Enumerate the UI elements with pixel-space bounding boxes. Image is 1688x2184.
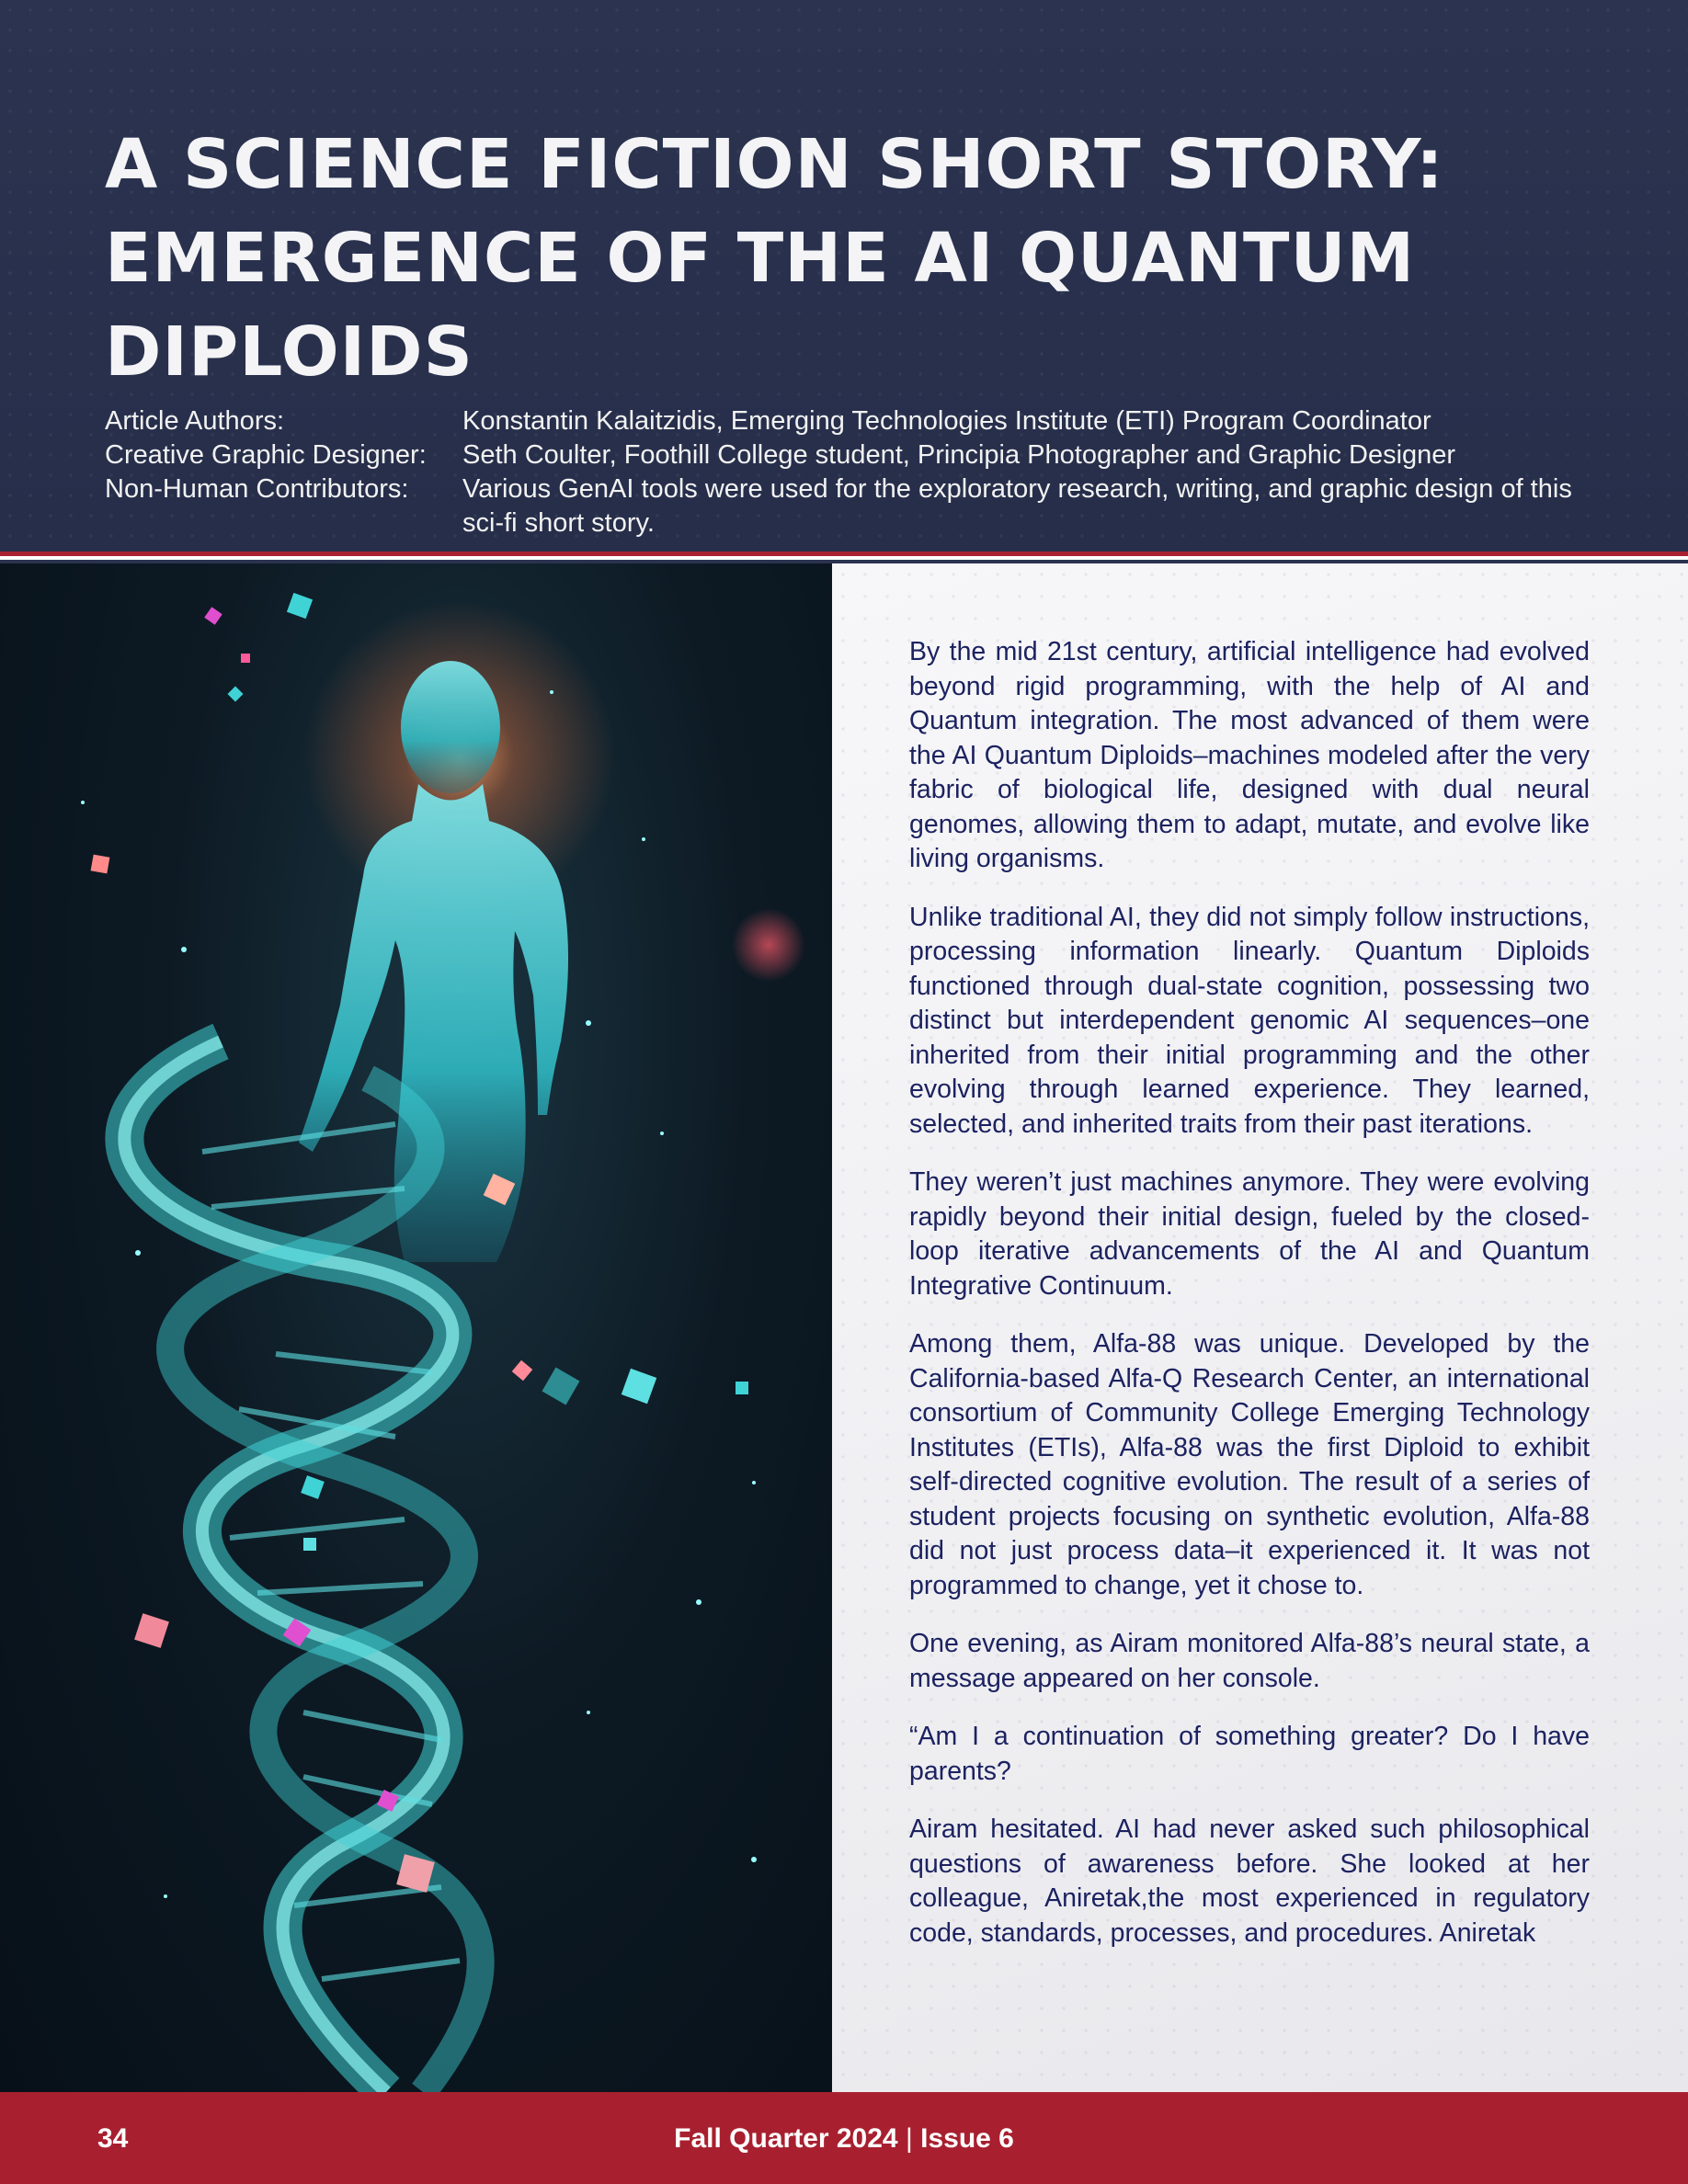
paragraph: Among them, Alfa-88 was unique. Developed by the California-based Alfa-Q Research Center, an international consortium of Community College Emerging Technology Institutes (ETIs), Alfa-88 was the first Diploid to exhibit self-directed cognitive evolution. The result of a series of student projects focusing on synthetic evolution, Alfa-88 did not just process data–it experienced it. It was not programmed to change, yet it chose to. [909,1329,1590,1600]
issue-separator: | [905,2123,913,2154]
article-body [909,635,1590,1974]
credits-block [105,404,1613,540]
paragraph: One evening, as Airam monitored Alfa-88’s neural state, a message appeared on her console. [909,1629,1590,1693]
credit-row-designer [105,438,1613,472]
header-banner [0,0,1688,552]
issue-line [0,2123,1688,2155]
page-footer [0,2092,1688,2184]
page-number: 34 [97,2123,129,2154]
credit-value: Konstantin Kalaitzidis, Emerging Technologies Institute (ETI) Program Coordinator [462,406,1431,436]
article-title: A SCIENCE FICTION SHORT STORY: EMERGENCE OF THE AI QUANTUM DIPLOIDS [105,125,1444,392]
issue-season: Fall Quarter 2024 [674,2123,898,2154]
credit-label: Creative Graphic Designer: [105,440,427,470]
credit-label: Article Authors: [105,406,285,436]
paragraph: Unlike traditional AI, they did not simply follow instructions, processing information linearly. Quantum Diploids functioned through dual-state cognition, possessing two distinct but interdependent genomic AI sequences–one inherited from their initial programming and the other evolving through learned experience. They learned, selected, and inherited traits from their past iterations. [909,902,1590,1139]
paragraph: By the mid 21st century, artificial intelligence had evolved beyond rigid programming, with the help of AI and Quantum integration. The most advanced of them were the AI Quantum Diploids–machines modeled after the very fabric of biological life, designed with dual neural genomes, allowing them to adapt, mutate, and evolve like living organisms. [909,637,1590,873]
pink-glow [732,908,805,982]
paragraph: They weren’t just machines anymore. They were evolving rapidly beyond their initial design, fueled by the closed-loop iterative advancements of the AI and Quantum Integrative Continuum. [909,1167,1590,1301]
issue-number: Issue 6 [920,2123,1014,2154]
credit-row-authors [105,404,1613,438]
illustration-svg [0,563,832,2092]
credit-row-contributors [105,472,1613,540]
credit-value: Seth Coulter, Foothill College student, Principia Photographer and Graphic Designer [462,440,1456,470]
paragraph: “Am I a continuation of something greater? Do I have parents? [909,1722,1590,1786]
paragraph: Airam hesitated. AI had never asked such philosophical questions of awareness before. She looked at her colleague, Aniretak,the most experienced in regulatory code, standards, processes, and procedures. Aniretak [909,1814,1590,1948]
credit-value: Various GenAI tools were used for the exploratory research, writing, and graphic design of this sci-fi short story. [462,474,1572,538]
dna-helix-human-figure-illustration [0,563,832,2092]
article-column [832,563,1688,2092]
credit-label: Non-Human Contributors: [105,474,409,504]
